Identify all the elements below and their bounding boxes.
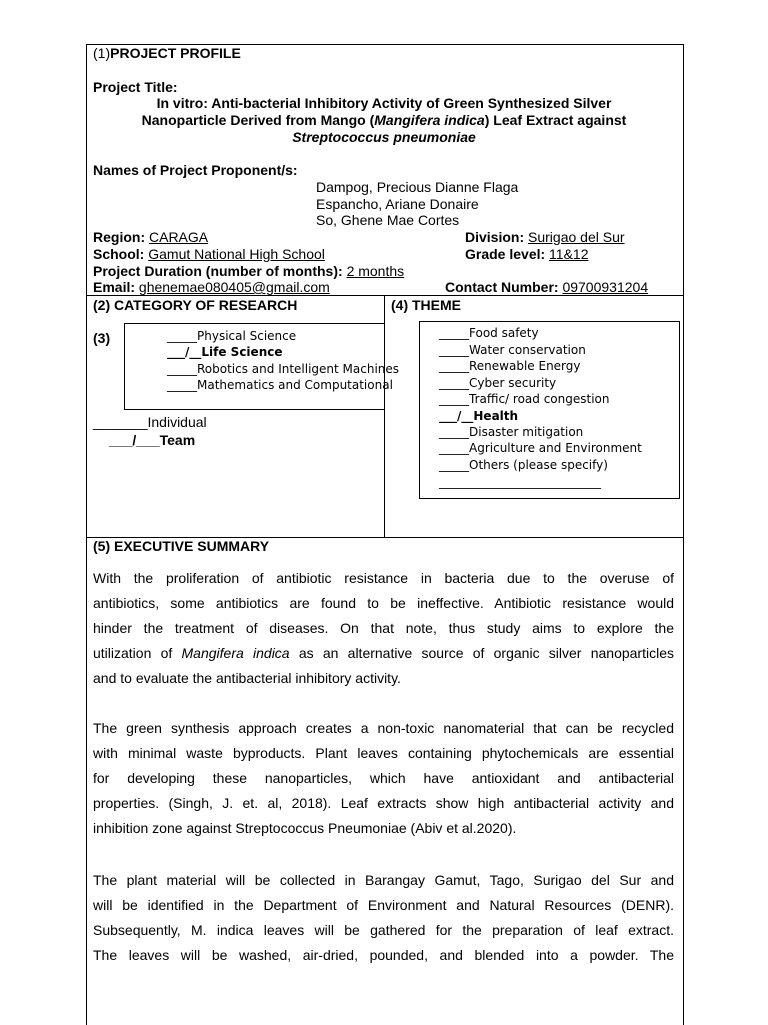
- duration-row: Project Duration (number of months): 2 months: [93, 263, 405, 279]
- proponent-3: So, Ghene Mae Cortes: [316, 212, 460, 228]
- school-row: School: Gamut National High School: [93, 246, 325, 262]
- section1-title: PROJECT PROFILE: [110, 45, 241, 61]
- theme-traffic: _____Traffic/ road congestion: [439, 392, 610, 406]
- project-title-line-3: Streptococcus pneumoniae: [292, 129, 476, 145]
- category-mathematics: _____Mathematics and Computational: [167, 378, 393, 392]
- summary-p2-line: inhibition zone against Streptococcus Pneumoniae (Abiv et al.2020).: [93, 820, 517, 836]
- summary-p2-line: with minimal waste byproducts. Plant leaves containing phytochemicals are essential: [93, 745, 674, 761]
- theme-health: ___/__Health: [439, 409, 519, 423]
- theme-agriculture: _____Agriculture and Environment: [439, 441, 642, 455]
- summary-p1-line: antibiotics, some antibiotics are found to be ineffective. Antibiotic resistance would: [93, 595, 674, 611]
- category-robotics: _____Robotics and Intelligent Machines: [167, 362, 400, 376]
- section1-heading: [93, 45, 241, 61]
- summary-p2-line: properties. (Singh, J. et. al, 2018). Leaf extracts show high antibacterial activity and: [93, 795, 674, 811]
- scientific-name: Mangifera indica: [374, 112, 485, 128]
- project-title-line-2: Nanoparticle Derived from Mango (Mangifera indica) Leaf Extract against: [141, 112, 627, 128]
- summary-p1-line: hinder the treatment of diseases. On that note, thus study aims to explore the: [93, 620, 674, 636]
- summary-p1-line: utilization of Mangifera indica as an alternative source of organic silver nanoparticles: [93, 645, 674, 661]
- theme-disaster-mitigation: _____Disaster mitigation: [439, 425, 584, 439]
- project-title-label: Project Title:: [93, 79, 178, 95]
- email-row: Email: ghenemae080405@gmail.com: [93, 279, 330, 295]
- theme-cyber-security: _____Cyber security: [439, 376, 557, 390]
- theme-food-safety: _____Food safety: [439, 326, 539, 340]
- grade-row: Grade level: 11&12: [465, 246, 589, 262]
- contact-value: 09700931204: [562, 279, 649, 295]
- proponent-1: Dampog, Precious Dianne Flaga: [316, 179, 519, 195]
- proponent-2: Espancho, Ariane Donaire: [316, 196, 479, 212]
- summary-p3-line: will be identified in the Department of Environment and Natural Resources (DENR).: [93, 897, 674, 913]
- summary-p2-line: The green synthesis approach creates a non-toxic nanomaterial that can be recycled: [93, 720, 674, 736]
- division-row: Division: Surigao del Sur: [465, 229, 625, 245]
- division-value: Surigao del Sur: [528, 229, 625, 245]
- theme-water-conservation: _____Water conservation: [439, 343, 586, 357]
- section3-label: (3): [93, 330, 111, 346]
- section2-title: (2) CATEGORY OF RESEARCH: [93, 297, 298, 313]
- section4-title: (4) THEME: [391, 297, 461, 313]
- option-team: ___/___Team: [109, 432, 196, 448]
- region-row: Region: CARAGA: [93, 229, 209, 245]
- theme-renewable-energy: _____Renewable Energy: [439, 359, 581, 373]
- contact-row: Contact Number: 09700931204: [445, 279, 649, 295]
- summary-paragraph-2: [93, 716, 674, 841]
- grade-value: 11&12: [549, 246, 589, 262]
- duration-value: 2 months: [346, 263, 405, 279]
- email-value[interactable]: ghenemae080405@gmail.com: [138, 279, 330, 295]
- summary-p2-line: for developing these nanoparticles, which have antioxidant and antibacterial: [93, 770, 674, 786]
- summary-p3-line: Subsequently, M. indica leaves will be gathered for the preparation of leaf extract.: [93, 922, 674, 938]
- proponents-label: Names of Project Proponent/s:: [93, 162, 298, 178]
- section1-number: (1): [93, 45, 111, 61]
- school-value: Gamut National High School: [148, 246, 325, 262]
- summary-p3-line: The plant material will be collected in Barangay Gamut, Tago, Surigao del Sur and: [93, 872, 674, 888]
- summary-paragraph-1: [93, 566, 674, 691]
- category-life-science: ___/__Life Science: [167, 345, 283, 359]
- option-individual: _______Individual: [93, 414, 207, 430]
- theme-others-blank: ___________________________: [439, 475, 601, 489]
- summary-p3-line: The leaves will be washed, air-dried, pounded, and blended into a powder. The: [93, 947, 674, 963]
- summary-p1-line: With the proliferation of antibiotic resistance in bacteria due to the overuse of: [93, 570, 674, 586]
- category-physical-science: _____Physical Science: [167, 329, 297, 343]
- section5-title: (5) EXECUTIVE SUMMARY: [93, 538, 270, 554]
- theme-others: _____Others (please specify): [439, 458, 608, 472]
- project-title-line-1: In vitro: Anti-bacterial Inhibitory Activity of Green Synthesized Silver: [156, 95, 612, 111]
- summary-paragraph-3: [93, 868, 674, 968]
- summary-p1-line: and to evaluate the antibacterial inhibitory activity.: [93, 670, 401, 686]
- region-value: CARAGA: [149, 229, 209, 245]
